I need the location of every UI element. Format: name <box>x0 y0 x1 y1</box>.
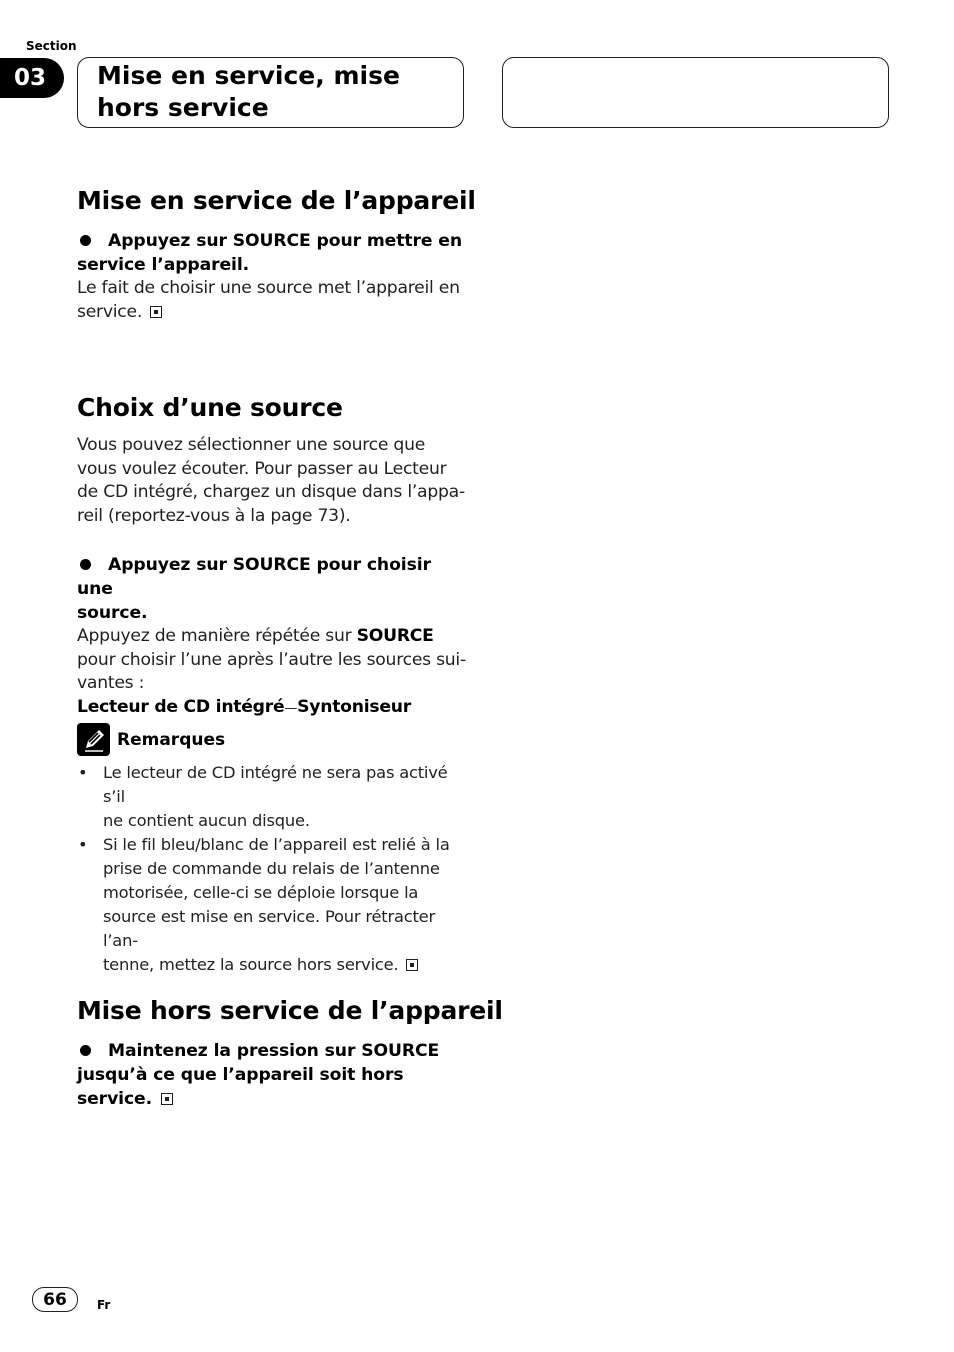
end-of-section-icon <box>406 959 418 971</box>
note-text: motorisée, celle-ci se déploie lorsque la <box>103 883 419 902</box>
source-keyword: SOURCE <box>356 626 434 646</box>
notes-header <box>77 723 225 756</box>
notes-list <box>77 761 469 977</box>
pencil-note-icon <box>77 723 110 756</box>
section-heading-power-off: Mise hors service de l’appareil <box>77 996 503 1025</box>
body-text: de CD intégré, chargez un disque dans l’appa- <box>77 482 465 503</box>
section-label: Section <box>26 39 77 53</box>
source-cd-player: Lecteur de CD intégré <box>77 697 285 718</box>
note-text: ne contient aucun disque. <box>103 811 310 830</box>
chapter-title-line: Mise en service, mise <box>97 61 400 90</box>
body-text: pour choisir l’une après l’autre les sources sui- <box>77 649 466 670</box>
section-heading-choose-source: Choix d’une source <box>77 393 343 422</box>
note-text: source est mise en service. Pour rétracter l’an- <box>103 907 435 950</box>
step-text: Maintenez la pression sur SOURCE <box>108 1041 440 1061</box>
chapter-title <box>97 60 400 124</box>
section-number-tab: 03 <box>0 58 64 98</box>
end-of-section-icon <box>150 306 162 318</box>
step-text: source. <box>77 603 148 623</box>
bullet-dot-icon <box>80 1045 91 1056</box>
note-item <box>77 761 469 833</box>
end-of-section-icon <box>161 1093 173 1105</box>
step-text: service. <box>77 1089 153 1109</box>
section-heading-power-on: Mise en service de l’appareil <box>77 186 476 215</box>
note-text: tenne, mettez la source hors service. <box>103 955 399 974</box>
chapter-title-line: hors service <box>97 93 269 122</box>
sequence-separator: — <box>284 701 298 717</box>
note-text: • Le lecteur de CD intégré ne sera pas activé s’il <box>103 763 448 806</box>
body-text: Le fait de choisir une source met l’appareil en <box>77 278 460 298</box>
notes-title: Remarques <box>117 729 226 750</box>
source-sequence <box>77 696 469 721</box>
note-item <box>77 833 469 977</box>
step-text: service l’appareil. <box>77 255 250 275</box>
source-tuner: Syntoniseur <box>297 697 411 718</box>
bullet-dot-icon <box>80 235 91 246</box>
body-text: Appuyez de manière répétée sur <box>77 626 357 646</box>
body-text: reil (reportez-vous à la page 73). <box>77 506 351 527</box>
page-number: 66 <box>32 1287 78 1312</box>
step-text: Appuyez sur SOURCE pour mettre en <box>108 231 462 251</box>
intro-paragraph <box>77 434 469 529</box>
step-power-off <box>77 1039 469 1111</box>
chapter-title-box <box>77 57 464 128</box>
step-power-on <box>77 229 469 324</box>
body-text: vous voulez écouter. Pour passer au Lecteur <box>77 458 447 479</box>
step-text: Appuyez sur SOURCE pour choisir une <box>77 555 431 599</box>
step-text: jusqu’à ce que l’appareil soit hors <box>77 1065 404 1085</box>
body-text: service. <box>77 301 143 322</box>
note-text: prise de commande du relais de l’antenne <box>103 859 440 878</box>
note-text: • Si le fil bleu/blanc de l’appareil est relié à la <box>103 835 450 854</box>
empty-title-box <box>502 57 889 128</box>
step-choose-source <box>77 553 469 721</box>
body-text: vantes : <box>77 673 145 694</box>
body-text: Vous pouvez sélectionner une source que <box>77 435 426 455</box>
bullet-dot-icon <box>80 559 91 570</box>
language-label: Fr <box>97 1298 111 1312</box>
